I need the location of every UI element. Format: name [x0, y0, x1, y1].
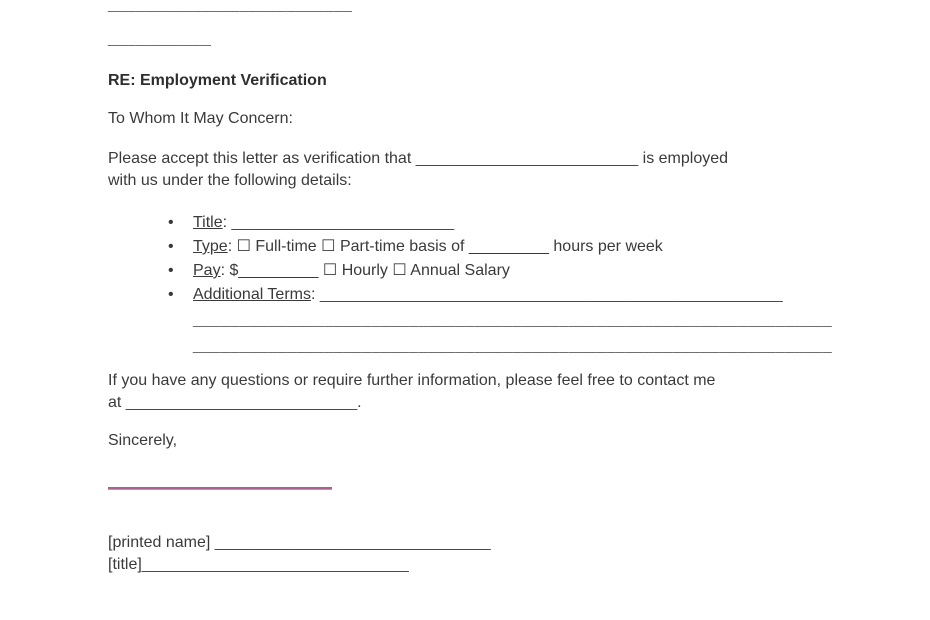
detail-item-additional-terms: [193, 283, 820, 307]
contact-blank[interactable]: __________________________: [125, 394, 358, 411]
terms-blank-line-2[interactable]: ____________________________________________________________________: [193, 337, 833, 354]
type-separator: :: [227, 238, 237, 255]
terms-continuation-line-1[interactable]: [193, 307, 833, 333]
additional-terms-blank[interactable]: ____________________________________________________: [319, 286, 783, 303]
title-row-blank[interactable]: ______________________________: [141, 556, 409, 573]
terms-continuation-line-2[interactable]: [193, 333, 833, 359]
date-blank[interactable]: ___________: [108, 30, 212, 47]
title-row-label: [title]: [108, 556, 142, 573]
detail-item-type: [193, 235, 820, 259]
intro-paragraph: [108, 148, 820, 192]
closing-period: .: [357, 394, 362, 411]
intro-text-line2: with us under the following details:: [108, 172, 352, 189]
type-label: Type: [193, 238, 228, 255]
detail-item-pay: [193, 259, 820, 283]
pay-label: Pay: [193, 262, 221, 279]
pay-separator: :: [220, 262, 230, 279]
intro-text-post: is employed: [638, 150, 729, 167]
signoff: Sincerely,: [108, 432, 178, 449]
additional-terms-continuation: [193, 307, 833, 359]
closing-text-line2-pre: at: [108, 394, 126, 411]
printed-name-row: [108, 532, 820, 554]
printed-name-label: [printed name]: [108, 534, 215, 551]
title-row: [108, 554, 820, 576]
closing-text-line1: If you have any questions or require further information, please feel free to contact me: [108, 372, 716, 389]
intro-text-pre: Please accept this letter as verification that: [108, 150, 416, 167]
terms-blank-line-1[interactable]: ____________________________________________________________________: [193, 311, 833, 328]
title-separator: :: [222, 214, 232, 231]
closing-paragraph: [108, 370, 820, 414]
detail-item-title: [193, 211, 820, 235]
type-options[interactable]: ☐ Full-time ☐ Part-time basis of _________ hours per week: [236, 238, 663, 255]
signature-line[interactable]: [108, 487, 332, 490]
recipient-blank-line[interactable]: [108, 0, 820, 16]
title-label: Title: [193, 214, 223, 231]
salutation: To Whom It May Concern:: [108, 110, 293, 127]
recipient-blank[interactable]: __________________________: [108, 0, 353, 13]
additional-terms-separator: :: [310, 286, 320, 303]
date-blank-line[interactable]: [108, 28, 820, 50]
printed-name-blank[interactable]: _______________________________: [214, 534, 491, 551]
subject-line: RE: Employment Verification: [108, 72, 327, 89]
additional-terms-label: Additional Terms: [193, 286, 311, 303]
details-list: [108, 211, 820, 307]
title-blank[interactable]: _________________________: [231, 214, 454, 231]
pay-options[interactable]: $_________ ☐ Hourly ☐ Annual Salary: [229, 262, 510, 279]
employee-name-blank[interactable]: _________________________: [415, 150, 639, 167]
